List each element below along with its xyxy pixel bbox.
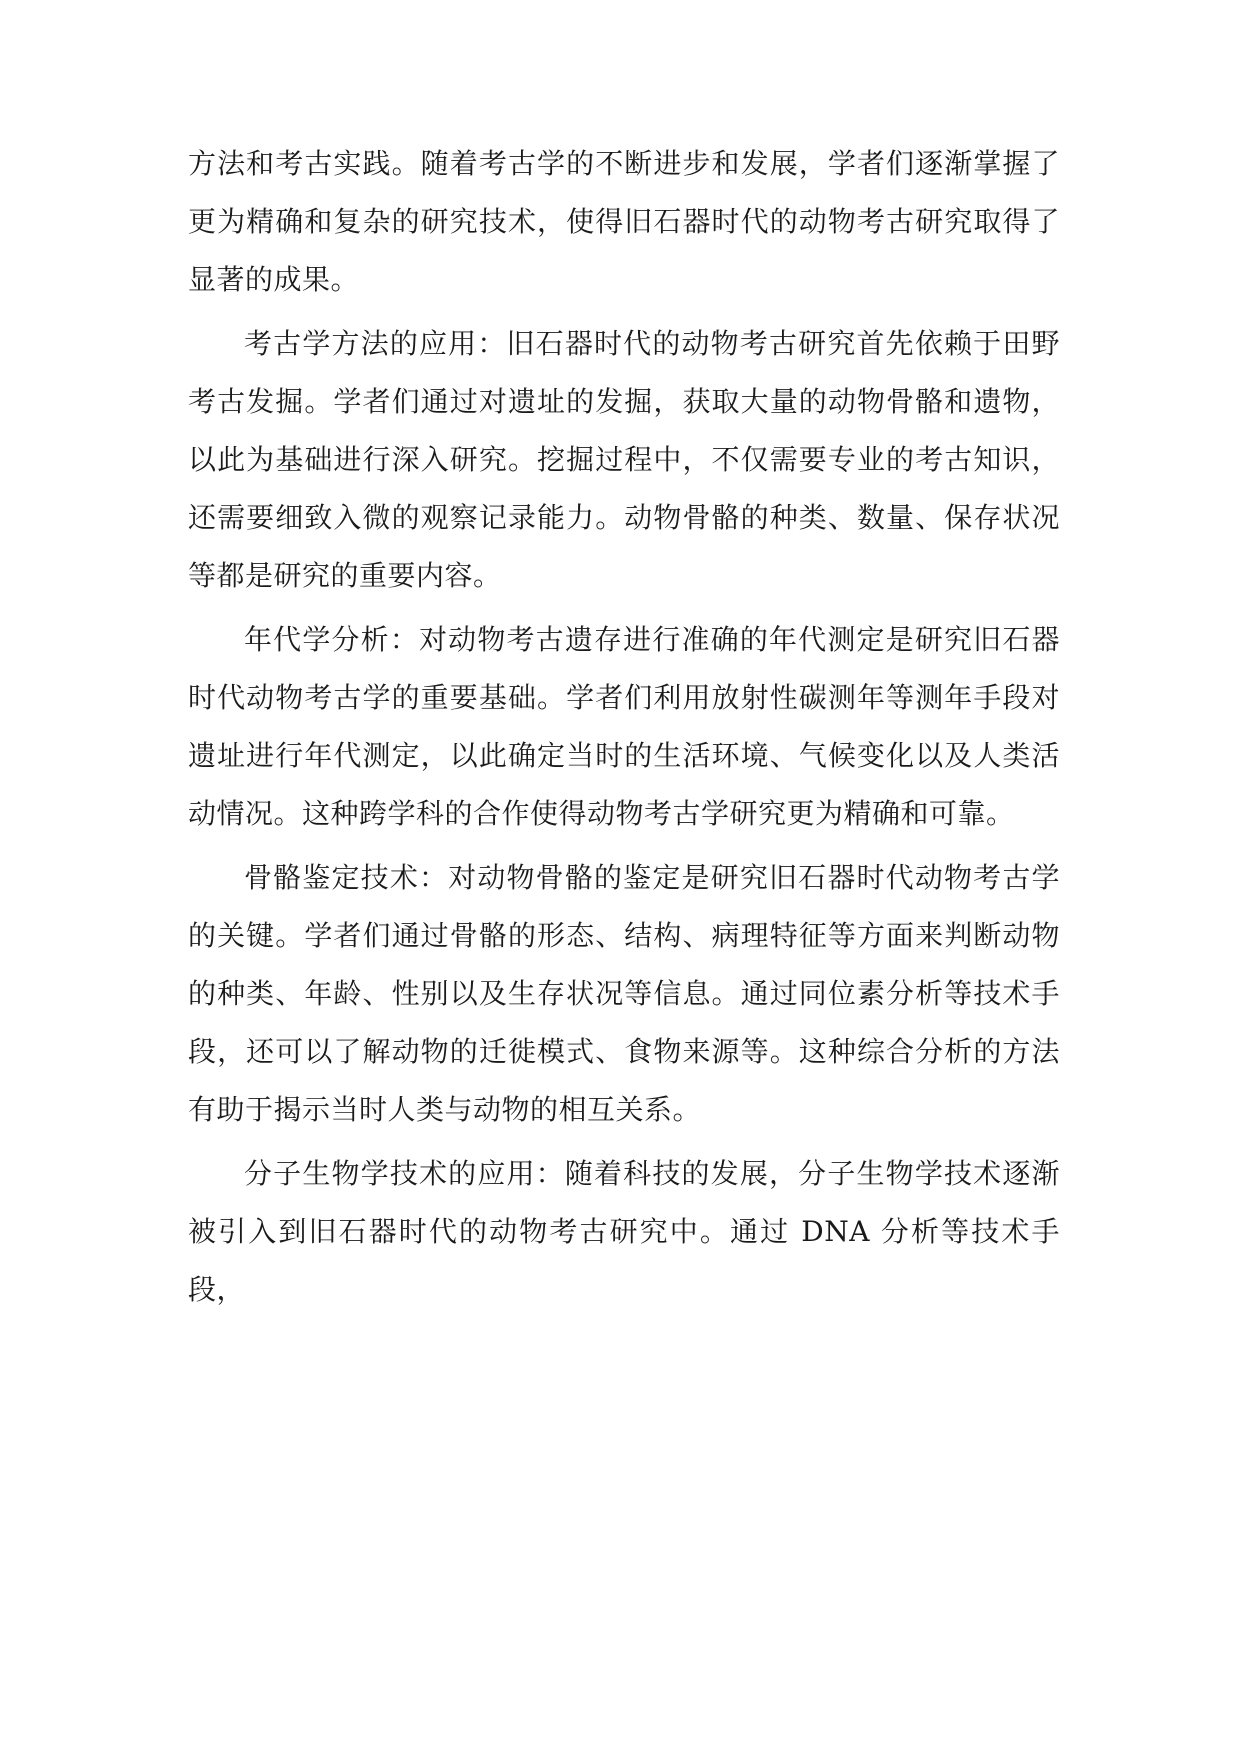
paragraph-3: 年代学分析：对动物考古遗存进行准确的年代测定是研究旧石器时代动物考古学的重要基础。学者们利用放射性碳测年等测年手段对遗址进行年代测定，以此确定当时的生活环境、气候变化以及人类活动情况。这种跨学科的合作使得动物考古学研究更为精确和可靠。: [188, 623, 1060, 830]
paragraph-4: 骨骼鉴定技术：对动物骨骼的鉴定是研究旧石器时代动物考古学的关键。学者们通过骨骼的形态、结构、病理特征等方面来判断动物的种类、年龄、性别以及生存状况等信息。通过同位素分析等技术手段，还可以了解动物的迁徙模式、食物来源等。这种综合分析的方法有助于揭示当时人类与动物的相互关系。: [188, 861, 1060, 1126]
document-page: [188, 135, 1060, 1655]
paragraph-5: 分子生物学技术的应用：随着科技的发展，分子生物学技术逐渐被引入到旧石器时代的动物考古研究中。通过 DNA 分析等技术手段，: [188, 1157, 1060, 1306]
paragraph-1: 方法和考古实践。随着考古学的不断进步和发展，学者们逐渐掌握了更为精确和复杂的研究技术，使得旧石器时代的动物考古研究取得了显著的成果。: [188, 147, 1060, 296]
paragraph-2: 考古学方法的应用：旧石器时代的动物考古研究首先依赖于田野考古发掘。学者们通过对遗址的发掘，获取大量的动物骨骼和遗物，以此为基础进行深入研究。挖掘过程中，不仅需要专业的考古知识，还需要细致入微的观察记录能力。动物骨骼的种类、数量、保存状况等都是研究的重要内容。: [188, 327, 1060, 592]
